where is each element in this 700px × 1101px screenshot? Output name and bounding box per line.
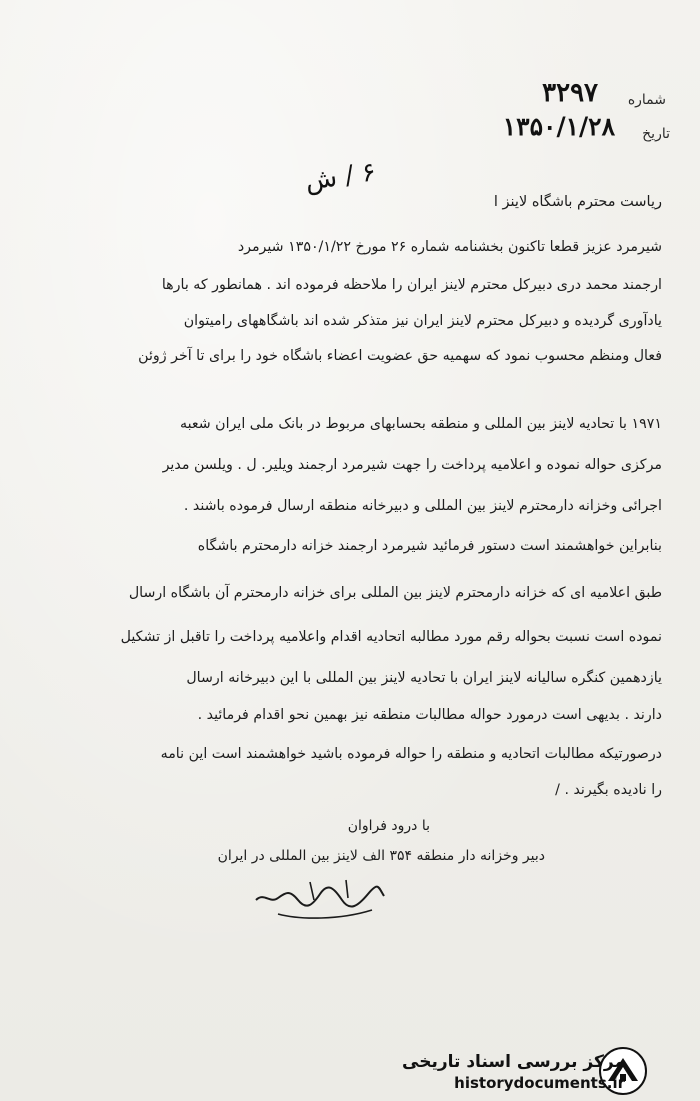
body-line: دارند . بدیهی است درمورد حواله مطالبات منطقه نیز بهمین نحو اقدام فرمائید . [197, 707, 662, 723]
body-line: یازدهمین کنگره سالیانه لاینز ایران با تحادیه لاینز بین المللی با این دبیرخانه ارسال [186, 670, 662, 686]
handwritten-note: ۶ / ش [303, 157, 378, 197]
body-line: یادآوری گردیده و دبیرکل محترم لاینز ایران نیز متذکر شده اند باشگاههای رامیتوان [183, 313, 662, 329]
body-line: طبق اعلامیه ای که خزانه دارمحترم لاینز بین المللی برای خزانه دارمحترم آن باشگاه ارسال [128, 585, 662, 601]
body-line: فعال ومنظم محسوب نمود که سهمیه حق عضویت اعضاء باشگاه خود را برای تا آخر ژوئن [138, 348, 662, 364]
body-line: شیرمرد عزیز قطعا تاکنون بخشنامه شماره ۲۶ مورخ ۱۳۵۰/۱/۲۲ شیرمرد [237, 239, 662, 255]
addressee-line: ریاست محترم باشگاه لاینز ا [493, 194, 662, 210]
body-line: مرکزی حواله نموده و اعلامیه پرداخت را جهت شیرمرد ارجمند ویلیر. ل . ویلسن مدیر [162, 457, 662, 473]
body-line: درصورتیکه مطالبات اتحادیه و منطقه را حواله فرموده باشید خواهشمند است این نامه [160, 746, 662, 762]
archive-url[interactable]: historydocuments.ir [454, 1074, 625, 1092]
letter-number: ۳۲۹۷ [542, 78, 598, 108]
date-label: تاریخ [642, 126, 670, 142]
handwritten-signature [250, 870, 390, 922]
number-label: شماره [627, 92, 666, 108]
body-line: بنابراین خواهشمند است دستور فرمائید شیرمرد ارجمند خزانه دارمحترم باشگاه [197, 538, 662, 554]
body-line: نموده است نسبت بحواله رقم مورد مطالبه اتحادیه اقدام واعلامیه پرداخت را تاقبل از تشکیل [120, 629, 662, 645]
archive-title: مرکز بررسی اسناد تاریخی [402, 1052, 625, 1072]
signatory-title: دبیر وخزانه دار منطقه ۳۵۴ الف لاینز بین المللی در ایران [217, 848, 545, 864]
body-line: ارجمند محمد دری دبیرکل محترم لاینز ایران را ملاحظه فرموده اند . همانطور که بارها [161, 277, 662, 293]
body-line: را نادیده بگیرند . / [555, 782, 662, 798]
closing-salutation: با درود فراوان [347, 818, 430, 834]
letter-date: ۱۳۵۰/۱/۲۸ [502, 112, 615, 141]
body-line: ۱۹۷۱ با تحادیه لاینز بین المللی و منطقه بحسابهای مربوط در بانک ملی ایران شعبه [180, 416, 662, 432]
body-line: اجرائی وخزانه دارمحترم لاینز بین المللی و دبیرخانه منطقه ارسال فرموده باشند . [183, 498, 662, 514]
